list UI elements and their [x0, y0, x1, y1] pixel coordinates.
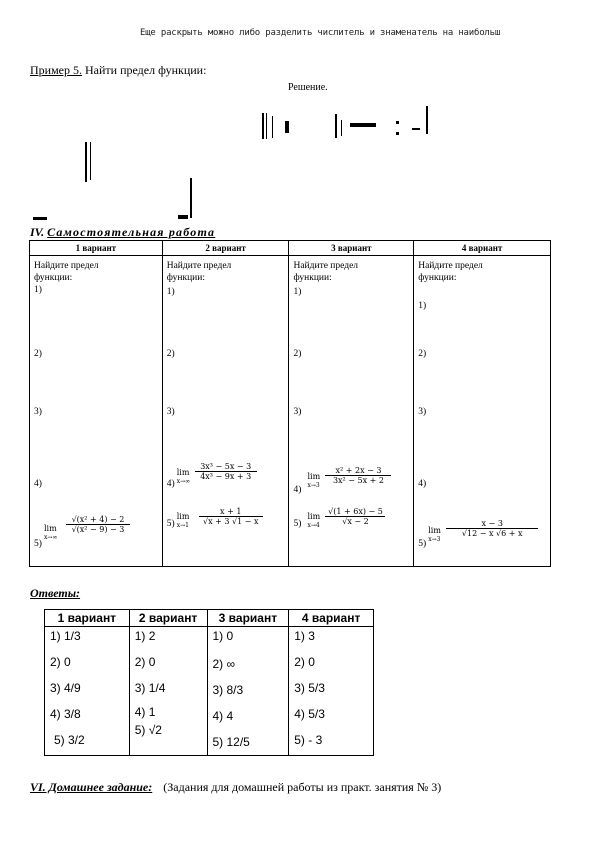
answer-item: 3) 5/3 — [294, 681, 325, 695]
item-label: 4) — [293, 485, 302, 495]
answer-item: 5) 12/5 — [212, 735, 250, 749]
item-label: 2) — [34, 349, 42, 359]
limit-fraction: x + 1 √x + 3 √1 − x — [199, 507, 263, 526]
answers-header: 2 вариант — [129, 610, 207, 627]
variant-cell-2 — [162, 256, 289, 567]
homework-label: VI. Домашнее задание: — [30, 780, 153, 794]
variant-cell-3 — [289, 256, 414, 567]
answers-column-1 — [45, 627, 130, 756]
answers-table — [44, 609, 374, 756]
answers-header: 4 вариант — [289, 610, 374, 627]
variant-cell-1 — [30, 256, 163, 567]
section-roman: IV. — [30, 225, 45, 239]
answer-item: 2) 0 — [134, 655, 156, 669]
item-label: 1) — [293, 287, 302, 297]
limit-fraction: √(1 + 6x) − 5 √x − 2 — [325, 507, 385, 526]
answer-item: 2) 0 — [50, 655, 71, 669]
item-label: 5) — [418, 539, 427, 549]
answer-item: 5) - 3 — [294, 733, 323, 747]
item-label: 4) — [418, 479, 427, 489]
header-line: Еще раскрыть можно либо разделить числитель и знаменатель на наибольш — [140, 28, 501, 38]
section-title: Самостоятельная работа — [47, 225, 216, 239]
item-label: 1) — [34, 285, 42, 295]
limit-formula: lim x→∞ — [44, 524, 58, 541]
task-text-line: функции: — [166, 273, 205, 283]
limit-fraction: 3x³ − 5x − 3 4x³ − 9x + 3 — [195, 462, 257, 481]
item-label: 2) — [166, 349, 175, 359]
answer-item: 1) 2 — [134, 629, 156, 643]
limit-formula: lim x→∞ — [176, 468, 191, 485]
answer-item: 4) 5/3 — [294, 707, 325, 721]
answer-item: 4) 1 — [134, 705, 156, 719]
item-label: 2) — [293, 349, 302, 359]
variant-cell-4 — [414, 256, 551, 567]
item-label: 3) — [418, 407, 427, 417]
answer-item: 2) 0 — [294, 655, 315, 669]
answers-column-2 — [129, 627, 207, 756]
homework-line — [30, 780, 441, 795]
item-label: 5) — [293, 519, 302, 529]
item-label: 5) — [34, 539, 42, 549]
homework-text: (Задания для домашней работы из практ. занятия № 3) — [163, 780, 442, 794]
item-label: 1) — [418, 301, 427, 311]
answer-item: 1) 1/3 — [50, 629, 81, 643]
answer-item: 3) 8/3 — [212, 683, 244, 697]
solution-label: Решение. — [288, 82, 328, 93]
item-label: 3) — [34, 407, 42, 417]
answer-item: 1) 0 — [212, 629, 234, 643]
limit-formula: lim x→3 — [428, 526, 441, 543]
limit-fraction: x − 3 √12 − x √6 + x — [446, 519, 538, 538]
answer-item: 4) 3/8 — [50, 707, 81, 721]
item-label: 1) — [166, 287, 175, 297]
answers-header: 1 вариант — [45, 610, 130, 627]
answers-title: Ответы: — [30, 586, 81, 600]
item-label: 4) — [166, 479, 175, 489]
limit-fraction: √(x² + 4) − 2 √(x² − 9) − 3 — [66, 515, 130, 534]
answers-column-3 — [207, 627, 289, 756]
answers-header: 3 вариант — [207, 610, 289, 627]
variant-header: 2 вариант — [162, 241, 289, 256]
item-label: 5) — [166, 519, 175, 529]
example-heading — [30, 63, 206, 78]
example-label: Пример 5. — [30, 63, 83, 77]
task-text-line: Найдите предел — [293, 261, 359, 271]
limit-fraction: x² + 2x − 3 3x² − 5x + 2 — [325, 466, 391, 485]
item-label: 2) — [418, 349, 427, 359]
task-text-line: Найдите предел — [418, 261, 483, 271]
answer-item: 5) √2 — [134, 723, 162, 737]
item-label: 3) — [293, 407, 302, 417]
answer-item: 3) 1/4 — [134, 681, 166, 695]
answer-item: 5) 3/2 — [54, 733, 85, 747]
variant-header: 4 вариант — [414, 241, 551, 256]
answer-item: 3) 4/9 — [50, 681, 81, 695]
task-text-line: Найдите предел — [34, 261, 99, 271]
variant-header: 1 вариант — [30, 241, 163, 256]
limit-formula: lim x→4 — [307, 512, 321, 529]
variant-header: 3 вариант — [289, 241, 414, 256]
item-label: 3) — [166, 407, 175, 417]
limit-formula: lim x→1 — [176, 512, 190, 529]
task-text-line: функции: — [293, 273, 332, 283]
example-text: Найти предел функции: — [82, 63, 207, 77]
limit-formula: lim x→3 — [307, 472, 321, 489]
item-label: 4) — [34, 479, 42, 489]
section-heading — [30, 225, 215, 240]
task-text-line: Найдите предел — [166, 261, 232, 271]
answers-column-4 — [289, 627, 374, 756]
answer-item: 4) 4 — [212, 709, 234, 723]
task-text-line: функции: — [34, 273, 73, 283]
variants-table — [29, 240, 551, 567]
answer-item: 2) ∞ — [212, 657, 236, 671]
answer-item: 1) 3 — [294, 629, 315, 643]
task-text-line: функции: — [418, 273, 457, 283]
